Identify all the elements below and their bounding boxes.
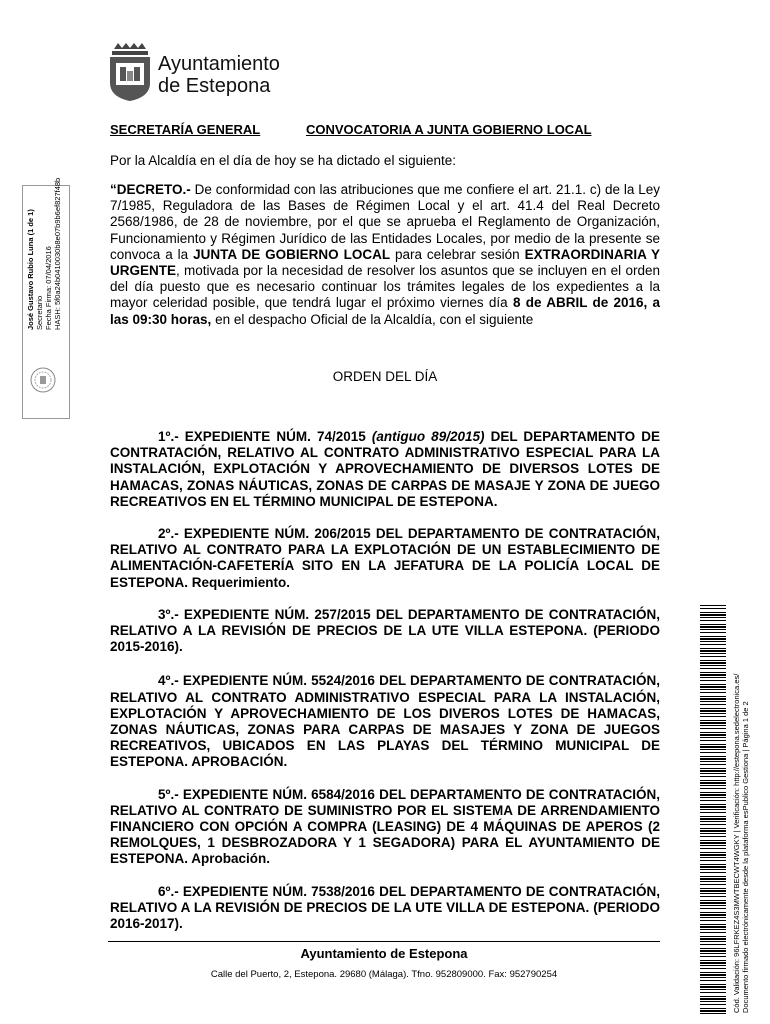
agenda-item: 5º.- EXPEDIENTE NÚM. 6584/2016 DEL DEPARTAMENTO DE CONTRATACIÓN, RELATIVO AL CONTRATO DE SUMINISTRO POR EL SISTEMA DE ARRENDAMIENTO FINANCIERO CON OPCIÓN A COMPRA (LEASING) DE 4 MÁQUINAS DE APEROS (2 REMOLQUES, 1 DESBROZADORA Y 1 SEGADORA) PARA EL AYUNTAMIENTO DE ESTEPONA. Aprobación. [110,786,660,867]
signature-hash: HASH: 5f0a24b0410030b8e07b9b6ef827f48b [53,177,62,330]
agenda-item: 1º.- EXPEDIENTE NÚM. 74/2015 (antiguo 89/2015) DEL DEPARTAMENTO DE CONTRATACIÓN, RELATIVO AL CONTRATO ADMINISTRATIVO ESPECIAL PARA LA INSTALACIÓN, EXPLOTACIÓN Y APROVECHAMIENTO DE DIVERSOS LOTES DE HAMACAS, ZONAS NÁUTICAS, ZONAS DE CARPAS DE MASAJE Y ZONA DE JUEGO RECREATIVOS EN EL TÉRMINO MUNICIPAL DE ESTEPONA. [110,429,661,509]
convocatoria-title: CONVOCATORIA A JUNTA GOBIERNO LOCAL [306,122,592,137]
barcode-icon [700,605,726,1015]
verification-platform: Documento firmado electrónicamente desde la plataforma esPublico Gestiona | Página 1 de 2 [741,701,750,1013]
city-logo [108,43,288,103]
signature-date: Fecha Firma: 07/04/2016 [44,246,53,330]
footer-divider [108,941,660,942]
agenda-item: 6º.- EXPEDIENTE NÚM. 7538/2016 DEL DEPARTAMENTO DE CONTRATACIÓN, RELATIVO A LA REVISIÓN DE PRECIOS DE LA UTE VILLA DE ESTEPONA. (PERIODO 2016-2017). [110,883,660,932]
seal-icon [30,367,56,393]
department-title: SECRETARÍA GENERAL [110,122,261,137]
signature-info [26,178,62,330]
footer-address: Calle del Puerto, 2, Estepona. 29680 (Málaga). Tfno. 952809000. Fax: 952790254 [210,969,558,980]
agenda-item: 2º.- EXPEDIENTE NÚM. 206/2015 DEL DEPARTAMENTO DE CONTRATACIÓN, RELATIVO AL CONTRATO PARA LA EXPLOTACIÓN DE UN ESTABLECIMIENTO DE ALIMENTACIÓN-CAFETERÍA SITO EN LA JEFATURA DE LA POLICÍA LOCAL DE ESTEPONA. Requerimiento. [110,526,660,590]
logo-line-2: de Estepona [158,75,271,97]
coat-of-arms-icon [108,43,152,101]
intro-text: Por la Alcaldía en el día de hoy se ha dictado el siguiente: [110,153,456,168]
agenda-item: 3º.- EXPEDIENTE NÚM. 257/2015 DEL DEPARTAMENTO DE CONTRATACIÓN, RELATIVO A LA REVISIÓN DE PRECIOS DE LA UTE VILLA ESTEPONA. (PERIODO 2015-2016). [110,606,660,655]
signer-role: Secretario [35,295,44,330]
decreto-paragraph: “DECRETO.- De conformidad con las atribuciones que me confiere el art. 21.1. c) de la Ley 7/1985, Reguladora de las Bases de Régimen Local y el art. 41.4 del Real Decreto 2568/1986, de 28 de noviembre, por el que se aprueba el Reglamento de Organización, Funcionamiento y Régimen Jurídico de las Entidades Locales, por medio de la presente se convoca a la JUNTA DE GOBIERNO LOCAL para celebrar sesión EXTRAORDINARIA Y URGENTE, motivada por la necesidad de resolver los asuntos que se incluyen en el orden del día puesto que es necesario continuar los trámites legales de los expedientes a la mayor celeridad posible, que tendrá lugar el próximo viernes día 8 de ABRIL de 2016, a las 09:30 horas, en el despacho Oficial de la Alcaldía, con el siguiente [110,182,661,327]
verification-code: Cód. Validación: 96LFRKEZ4S3MWTBECWT4WGKY | Verificación: http://estepona.sedelectronica.es/ [732,673,741,1013]
logo-line-1: Ayuntamiento [158,53,280,75]
footer-title: Ayuntamiento de Estepona [300,946,468,961]
verification-info [732,674,750,1013]
signer-name: José Gustavo Rubio Luna (1 de 1) [26,209,35,330]
agenda-list [110,429,660,948]
orden-del-dia-title: ORDEN DEL DÍA [332,369,438,384]
document-heading [110,122,592,137]
agenda-item: 4º.- EXPEDIENTE NÚM. 5524/2016 DEL DEPARTAMENTO DE CONTRATACIÓN, RELATIVO AL CONTRATO ADMINISTRATIVO ESPECIAL PARA LA INSTALACIÓN, EXPLOTACIÓN Y APROVECHAMIENTO DE LOS DIVEROS LOTES DE HAMACAS, ZONAS NÁUTICAS, ZONAS PARA CARPAS DE MASAJES Y ZONA DE JUEGOS RECREATIVOS, UBICADOS EN LAS PLAYAS DEL TÉRMINO MUNICIPAL DE ESTEPONA. APROBACIÓN. [110,673,660,770]
decreto-lead: “DECRETO.- [110,182,191,197]
